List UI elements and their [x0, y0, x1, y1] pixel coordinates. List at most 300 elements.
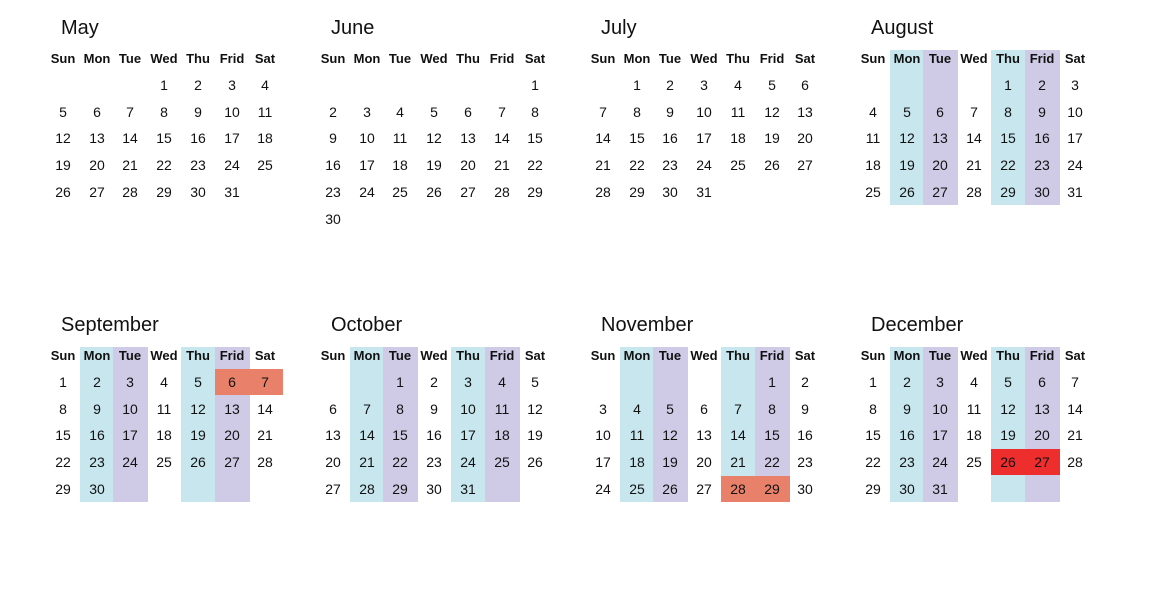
day-cell[interactable]: 8 [869, 400, 877, 417]
day-cell[interactable]: 6 [936, 103, 944, 120]
day-cell[interactable]: 11 [494, 400, 510, 417]
day-cell[interactable]: 8 [160, 103, 168, 120]
month-grid [50, 342, 301, 592]
weekday-header: Frid [489, 51, 515, 66]
day-cell[interactable]: 27 [224, 454, 240, 471]
day-cell[interactable]: 24 [460, 454, 476, 471]
day-cell[interactable]: 10 [595, 427, 611, 444]
day-cell[interactable]: 22 [764, 454, 780, 471]
day-cell[interactable]: 27 [932, 183, 948, 200]
day-cell[interactable]: 28 [257, 454, 273, 471]
day-cell[interactable]: 27 [797, 157, 813, 174]
weekday-column-highlight [1025, 50, 1060, 205]
day-cell[interactable]: 21 [966, 157, 982, 174]
weekday-column-highlight [383, 347, 418, 502]
day-cell[interactable]: 18 [156, 427, 172, 444]
month-grid [860, 45, 1111, 295]
day-cell[interactable]: 13 [932, 130, 948, 147]
day-cell[interactable]: 26 [764, 157, 780, 174]
day-cell[interactable]: 24 [696, 157, 712, 174]
day-cell[interactable]: 27 [325, 480, 341, 497]
day-cell[interactable]: 23 [1034, 157, 1050, 174]
weekday-column-highlight [923, 50, 958, 205]
day-cell[interactable]: 14 [257, 400, 273, 417]
day-cell[interactable]: 22 [865, 454, 881, 471]
day-cell[interactable]: 16 [190, 130, 206, 147]
day-cell[interactable]: 14 [359, 427, 375, 444]
day-cell[interactable]: 2 [93, 374, 101, 390]
day-cell[interactable]: 21 [359, 454, 375, 471]
weekday-header: Sat [254, 51, 276, 66]
day-cell[interactable]: 17 [1067, 130, 1083, 147]
day-cell[interactable]: 21 [122, 157, 138, 174]
weekday-header: Frid [219, 51, 245, 66]
day-cell[interactable]: 29 [527, 183, 543, 200]
day-cell[interactable]: 10 [460, 400, 476, 417]
day-cell[interactable]: 1 [59, 374, 67, 390]
day-cell[interactable]: 20 [325, 454, 341, 471]
day-cell[interactable]: 3 [464, 374, 472, 390]
weekday-header: Tue [118, 348, 142, 363]
day-cell[interactable]: 1 [1004, 77, 1012, 93]
weekday-header: Sun [320, 348, 346, 363]
day-cell[interactable]: 29 [764, 480, 780, 497]
day-cell[interactable]: 3 [700, 77, 708, 93]
day-cell[interactable]: 30 [426, 480, 442, 497]
day-cell[interactable]: 4 [396, 103, 404, 120]
day-cell[interactable]: 5 [194, 374, 202, 390]
day-cell[interactable]: 21 [494, 157, 510, 174]
day-cell[interactable]: 10 [359, 130, 375, 147]
day-cell[interactable]: 21 [257, 427, 273, 444]
day-cell[interactable]: 2 [194, 77, 202, 93]
day-cell[interactable]: 13 [325, 427, 341, 444]
day-cell[interactable]: 12 [426, 130, 442, 147]
day-cell[interactable]: 30 [899, 480, 915, 497]
day-cell[interactable]: 15 [156, 130, 172, 147]
month-title: June [331, 17, 375, 39]
day-cell[interactable]: 18 [392, 157, 408, 174]
day-cell[interactable]: 15 [865, 427, 881, 444]
day-cell[interactable]: 24 [224, 157, 240, 174]
day-cell[interactable]: 20 [932, 157, 948, 174]
day-cell[interactable]: 5 [1004, 374, 1012, 390]
day-cell[interactable]: 24 [932, 454, 948, 471]
day-cell[interactable]: 22 [55, 454, 71, 471]
weekday-header: Mon [623, 51, 651, 66]
weekday-header: Tue [928, 348, 952, 363]
day-cell[interactable]: 1 [396, 374, 404, 390]
weekday-header: Wed [960, 348, 988, 363]
day-cell[interactable]: 7 [734, 400, 742, 417]
day-cell[interactable]: 22 [392, 454, 408, 471]
day-cell[interactable]: 20 [224, 427, 240, 444]
day-cell[interactable]: 31 [224, 183, 240, 200]
day-cell[interactable]: 3 [228, 77, 236, 93]
weekday-header: Sat [254, 348, 276, 363]
weekday-header: Sat [794, 51, 816, 66]
day-cell[interactable]: 25 [156, 454, 172, 471]
day-cell[interactable]: 28 [595, 183, 611, 200]
day-cell[interactable]: 26 [190, 454, 206, 471]
day-cell[interactable]: 16 [325, 157, 341, 174]
day-cell[interactable]: 3 [126, 374, 134, 390]
month-title: September [61, 314, 159, 336]
day-cell[interactable]: 22 [156, 157, 172, 174]
day-cell[interactable]: 1 [160, 77, 168, 93]
day-cell[interactable]: 23 [662, 157, 678, 174]
day-cell[interactable]: 1 [633, 77, 641, 93]
day-cell[interactable]: 12 [899, 130, 915, 147]
weekday-header: Mon [83, 51, 111, 66]
day-cell[interactable]: 17 [359, 157, 375, 174]
day-cell[interactable]: 23 [899, 454, 915, 471]
day-cell[interactable]: 21 [595, 157, 611, 174]
day-cell[interactable]: 6 [329, 400, 337, 417]
weekday-column-highlight [923, 347, 958, 502]
day-cell[interactable]: 7 [261, 374, 269, 390]
weekday-header: Sun [860, 51, 886, 66]
day-cell[interactable]: 26 [527, 454, 543, 471]
day-cell[interactable]: 11 [257, 103, 273, 120]
day-cell[interactable]: 4 [734, 77, 742, 93]
day-cell[interactable]: 4 [633, 400, 641, 417]
day-cell[interactable]: 15 [55, 427, 71, 444]
weekday-column-highlight [890, 50, 925, 205]
month-title: August [871, 17, 934, 39]
day-cell[interactable]: 24 [595, 480, 611, 497]
day-cell[interactable]: 17 [122, 427, 138, 444]
day-cell[interactable]: 11 [392, 130, 408, 147]
day-cell[interactable]: 29 [392, 480, 408, 497]
day-cell[interactable]: 27 [696, 480, 712, 497]
day-cell[interactable]: 17 [932, 427, 948, 444]
day-cell[interactable]: 2 [329, 103, 337, 120]
day-cell[interactable]: 28 [966, 183, 982, 200]
day-cell[interactable]: 12 [1000, 400, 1016, 417]
weekday-header: Frid [759, 51, 785, 66]
day-cell[interactable]: 16 [89, 427, 105, 444]
day-cell[interactable]: 25 [257, 157, 273, 174]
day-cell[interactable]: 6 [700, 400, 708, 417]
day-cell[interactable]: 24 [359, 183, 375, 200]
day-cell[interactable]: 31 [932, 480, 948, 497]
day-cell[interactable]: 6 [1038, 374, 1046, 390]
weekday-column-highlight [653, 347, 688, 502]
day-cell[interactable]: 20 [696, 454, 712, 471]
day-cell[interactable]: 18 [966, 427, 982, 444]
day-cell[interactable]: 14 [595, 130, 611, 147]
weekday-header: Thu [186, 51, 210, 66]
day-cell[interactable]: 16 [662, 130, 678, 147]
day-cell[interactable]: 11 [629, 427, 645, 444]
day-cell[interactable]: 12 [55, 130, 71, 147]
day-cell[interactable]: 13 [460, 130, 476, 147]
day-cell[interactable]: 21 [730, 454, 746, 471]
day-cell[interactable]: 21 [1067, 427, 1083, 444]
day-cell[interactable]: 18 [629, 454, 645, 471]
day-cell[interactable]: 4 [498, 374, 506, 390]
day-cell[interactable]: 19 [764, 130, 780, 147]
day-cell[interactable]: 29 [629, 183, 645, 200]
day-cell[interactable]: 26 [662, 480, 678, 497]
weekday-header: Sat [794, 348, 816, 363]
day-cell[interactable]: 7 [599, 103, 607, 120]
day-cell[interactable]: 7 [498, 103, 506, 120]
day-cell[interactable]: 26 [55, 183, 71, 200]
day-cell[interactable]: 28 [1067, 454, 1083, 471]
day-cell[interactable]: 8 [59, 400, 67, 417]
day-cell[interactable]: 22 [1000, 157, 1016, 174]
weekday-column-highlight [890, 347, 925, 502]
day-cell[interactable]: 18 [730, 130, 746, 147]
day-cell[interactable]: 12 [527, 400, 543, 417]
day-cell[interactable]: 9 [194, 103, 202, 120]
month-title: December [871, 314, 964, 336]
day-cell[interactable]: 12 [190, 400, 206, 417]
weekday-header: Thu [996, 348, 1020, 363]
day-cell[interactable]: 23 [797, 454, 813, 471]
day-cell[interactable]: 4 [160, 374, 168, 390]
day-cell[interactable]: 11 [865, 130, 881, 147]
day-cell[interactable]: 7 [1071, 374, 1079, 390]
day-cell[interactable]: 11 [156, 400, 172, 417]
day-cell[interactable]: 2 [666, 77, 674, 93]
day-cell[interactable]: 26 [899, 183, 915, 200]
day-cell[interactable]: 30 [662, 183, 678, 200]
weekday-header: Sun [590, 51, 616, 66]
day-cell[interactable]: 30 [797, 480, 813, 497]
day-cell[interactable]: 3 [936, 374, 944, 390]
day-cell[interactable]: 2 [903, 374, 911, 390]
day-cell[interactable]: 11 [730, 103, 746, 120]
day-cell[interactable]: 10 [1067, 103, 1083, 120]
day-cell[interactable]: 20 [797, 130, 813, 147]
day-cell[interactable]: 27 [1034, 454, 1050, 471]
day-cell[interactable]: 5 [666, 400, 674, 417]
day-cell[interactable]: 28 [730, 480, 746, 497]
day-cell[interactable]: 4 [970, 374, 978, 390]
day-cell[interactable]: 25 [494, 454, 510, 471]
day-cell[interactable]: 7 [970, 103, 978, 120]
weekday-header: Tue [658, 348, 682, 363]
day-cell[interactable]: 27 [89, 183, 105, 200]
day-cell[interactable]: 9 [903, 400, 911, 417]
day-cell[interactable]: 15 [392, 427, 408, 444]
day-cell[interactable]: 3 [363, 103, 371, 120]
day-cell[interactable]: 19 [527, 427, 543, 444]
day-cell[interactable]: 3 [599, 400, 607, 417]
day-cell[interactable]: 9 [801, 400, 809, 417]
weekday-header: Frid [489, 348, 515, 363]
day-cell[interactable]: 15 [629, 130, 645, 147]
weekday-header: Sun [320, 51, 346, 66]
weekday-header: Sun [590, 348, 616, 363]
day-cell[interactable]: 8 [768, 400, 776, 417]
day-cell[interactable]: 9 [666, 103, 674, 120]
day-cell[interactable]: 14 [494, 130, 510, 147]
day-cell[interactable]: 18 [494, 427, 510, 444]
weekday-column-highlight [620, 347, 655, 502]
day-cell[interactable]: 5 [59, 103, 67, 120]
day-cell[interactable]: 23 [190, 157, 206, 174]
day-cell[interactable]: 10 [224, 103, 240, 120]
day-cell[interactable]: 28 [122, 183, 138, 200]
weekday-column-highlight [991, 50, 1026, 205]
day-cell[interactable]: 18 [865, 157, 881, 174]
day-cell[interactable]: 29 [156, 183, 172, 200]
day-cell[interactable]: 4 [869, 103, 877, 120]
day-cell[interactable]: 5 [430, 103, 438, 120]
day-cell[interactable]: 30 [1034, 183, 1050, 200]
day-cell[interactable]: 31 [1067, 183, 1083, 200]
day-cell[interactable]: 3 [1071, 77, 1079, 93]
day-cell[interactable]: 6 [228, 374, 236, 390]
weekday-header: Thu [456, 348, 480, 363]
day-cell[interactable]: 2 [430, 374, 438, 390]
day-cell[interactable]: 1 [869, 374, 877, 390]
day-cell[interactable]: 8 [396, 400, 404, 417]
day-cell[interactable]: 10 [122, 400, 138, 417]
day-cell[interactable]: 13 [224, 400, 240, 417]
weekday-column-highlight [113, 347, 148, 502]
day-cell[interactable]: 26 [1000, 454, 1016, 471]
day-cell[interactable]: 13 [797, 103, 813, 120]
day-cell[interactable]: 4 [261, 77, 269, 93]
day-cell[interactable]: 7 [126, 103, 134, 120]
day-cell[interactable]: 29 [1000, 183, 1016, 200]
weekday-header: Wed [420, 51, 448, 66]
day-cell[interactable]: 24 [1067, 157, 1083, 174]
day-cell[interactable]: 31 [460, 480, 476, 497]
day-cell[interactable]: 6 [464, 103, 472, 120]
weekday-column-highlight [350, 347, 385, 502]
day-cell[interactable]: 17 [460, 427, 476, 444]
day-cell[interactable]: 19 [1000, 427, 1016, 444]
day-cell[interactable]: 28 [359, 480, 375, 497]
weekday-header: Wed [150, 51, 178, 66]
day-cell[interactable]: 14 [122, 130, 138, 147]
day-cell[interactable]: 9 [430, 400, 438, 417]
weekday-header: Frid [1029, 348, 1055, 363]
month-grid [590, 342, 841, 592]
day-cell[interactable]: 8 [531, 103, 539, 120]
day-cell[interactable]: 6 [93, 103, 101, 120]
weekday-header: Sun [50, 348, 76, 363]
day-cell[interactable]: 2 [1038, 77, 1046, 93]
month-grid [50, 45, 301, 295]
day-cell[interactable]: 5 [531, 374, 539, 390]
day-cell[interactable]: 14 [1067, 400, 1083, 417]
weekday-column-highlight [80, 347, 115, 502]
day-cell[interactable]: 8 [1004, 103, 1012, 120]
day-cell[interactable]: 23 [426, 454, 442, 471]
day-cell[interactable]: 10 [932, 400, 948, 417]
day-cell[interactable]: 22 [527, 157, 543, 174]
day-cell[interactable]: 25 [392, 183, 408, 200]
day-cell[interactable]: 1 [531, 77, 539, 93]
day-cell[interactable]: 1 [768, 374, 776, 390]
day-cell[interactable]: 14 [730, 427, 746, 444]
day-cell[interactable]: 9 [93, 400, 101, 417]
day-cell[interactable]: 20 [89, 157, 105, 174]
day-cell[interactable]: 10 [696, 103, 712, 120]
day-cell[interactable]: 6 [801, 77, 809, 93]
day-cell[interactable]: 13 [89, 130, 105, 147]
day-cell[interactable]: 12 [764, 103, 780, 120]
day-cell[interactable]: 19 [55, 157, 71, 174]
day-cell[interactable]: 28 [494, 183, 510, 200]
day-cell[interactable]: 19 [190, 427, 206, 444]
day-cell[interactable]: 30 [190, 183, 206, 200]
day-cell[interactable]: 9 [329, 130, 337, 147]
day-cell[interactable]: 26 [426, 183, 442, 200]
day-cell[interactable]: 16 [797, 427, 813, 444]
day-cell[interactable]: 31 [696, 183, 712, 200]
day-cell[interactable]: 7 [363, 400, 371, 417]
day-cell[interactable]: 9 [1038, 103, 1046, 120]
day-cell[interactable]: 15 [1000, 130, 1016, 147]
day-cell[interactable]: 19 [426, 157, 442, 174]
month-title: May [61, 17, 99, 39]
day-cell[interactable]: 11 [966, 400, 982, 417]
day-cell[interactable]: 14 [966, 130, 982, 147]
day-cell[interactable]: 2 [801, 374, 809, 390]
weekday-header: Thu [726, 51, 750, 66]
day-cell[interactable]: 20 [460, 157, 476, 174]
day-cell[interactable]: 16 [1034, 130, 1050, 147]
day-cell[interactable]: 15 [764, 427, 780, 444]
weekday-header: Wed [690, 51, 718, 66]
day-cell[interactable]: 13 [696, 427, 712, 444]
weekday-header: Wed [420, 348, 448, 363]
day-cell[interactable]: 5 [903, 103, 911, 120]
day-cell[interactable]: 27 [460, 183, 476, 200]
month-title: July [601, 17, 637, 39]
day-cell[interactable]: 17 [696, 130, 712, 147]
day-cell[interactable]: 25 [966, 454, 982, 471]
month-grid [590, 45, 841, 295]
day-cell[interactable]: 15 [527, 130, 543, 147]
day-cell[interactable]: 23 [89, 454, 105, 471]
day-cell[interactable]: 18 [257, 130, 273, 147]
day-cell[interactable]: 16 [899, 427, 915, 444]
day-cell[interactable]: 17 [595, 454, 611, 471]
day-cell[interactable]: 5 [768, 77, 776, 93]
day-cell[interactable]: 22 [629, 157, 645, 174]
day-cell[interactable]: 25 [730, 157, 746, 174]
day-cell[interactable]: 25 [865, 183, 881, 200]
day-cell[interactable]: 12 [662, 427, 678, 444]
day-cell[interactable]: 17 [224, 130, 240, 147]
day-cell[interactable]: 23 [325, 183, 341, 200]
day-cell[interactable]: 29 [865, 480, 881, 497]
day-cell[interactable]: 24 [122, 454, 138, 471]
day-cell[interactable]: 19 [899, 157, 915, 174]
day-cell[interactable]: 29 [55, 480, 71, 497]
day-cell[interactable]: 20 [1034, 427, 1050, 444]
day-cell[interactable]: 19 [662, 454, 678, 471]
weekday-header: Thu [186, 348, 210, 363]
day-cell[interactable]: 25 [629, 480, 645, 497]
month-title: November [601, 314, 694, 336]
day-cell[interactable]: 13 [1034, 400, 1050, 417]
day-cell[interactable]: 8 [633, 103, 641, 120]
weekday-header: Tue [928, 51, 952, 66]
day-cell[interactable]: 30 [89, 480, 105, 497]
day-cell[interactable]: 16 [426, 427, 442, 444]
day-cell[interactable]: 30 [325, 210, 341, 227]
